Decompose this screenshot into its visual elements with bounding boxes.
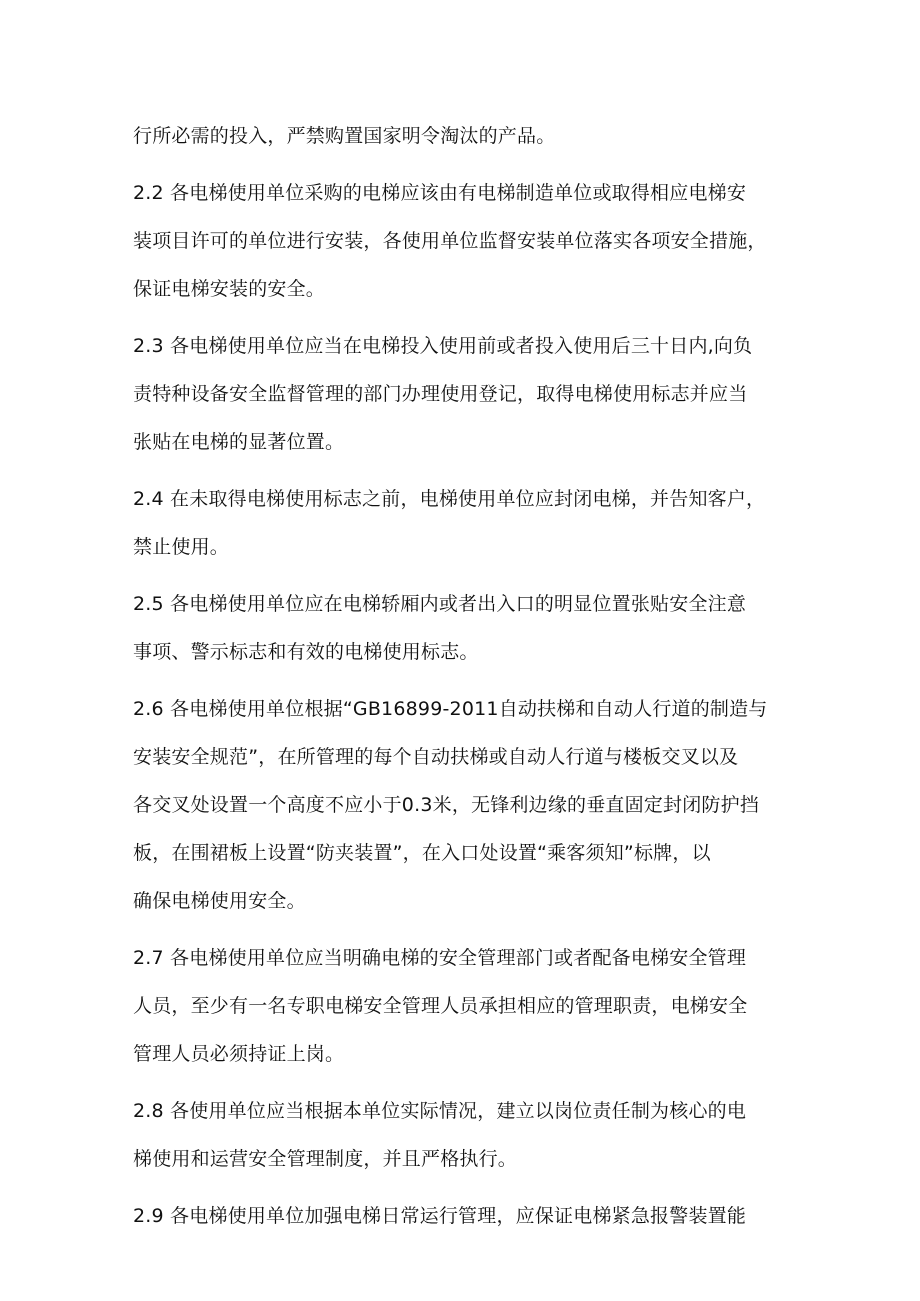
text-line: 2.6 各电梯使用单位根据“GB16899-2011自动扶梯和自动人行道的制造与 [133,698,768,720]
text-line: 禁止使用。 [133,536,230,558]
text-line: 各交叉处设置一个高度不应小于0.3米，无锋利边缘的垂直固定封闭防护挡 [133,794,760,816]
text-line: 2.2 各电梯使用单位采购的电梯应该由有电梯制造单位或取得相应电梯安 [133,182,747,204]
text-line: 2.4 在未取得电梯使用标志之前，电梯使用单位应封闭电梯，并告知客户， [133,488,766,510]
text-line: 2.7 各电梯使用单位应当明确电梯的安全管理部门或者配备电梯安全管理 [133,947,747,969]
text-line: 保证电梯安装的安全。 [133,278,326,300]
paragraph-2-2 [133,169,803,313]
document-body [133,112,803,1240]
text-line: 人员，至少有一名专职电梯安全管理人员承担相应的管理职责，电梯安全 [133,995,748,1017]
text-line: 事项、警示标志和有效的电梯使用标志。 [133,641,479,663]
text-line: 行所必需的投入，严禁购置国家明令淘汰的产品。 [133,125,556,147]
text-line: 装项目许可的单位进行安装，各使用单位监督安装单位落实各项安全措施， [133,230,767,252]
text-line: 责特种设备安全监督管理的部门办理使用登记，取得电梯使用标志并应当 [133,383,748,405]
paragraph-2-5 [133,580,803,676]
text-line: 板，在围裙板上设置“防夹装置”，在入口处设置“乘客须知”标牌，以 [133,842,711,864]
paragraph-intro-continuation [133,112,803,160]
text-line: 2.9 各电梯使用单位加强电梯日常运行管理，应保证电梯紧急报警装置能 [133,1205,747,1227]
paragraph-2-7 [133,934,803,1078]
text-line: 安装安全规范”，在所管理的每个自动扶梯或自动人行道与楼板交叉以及 [133,746,739,768]
text-line: 2.8 各使用单位应当根据本单位实际情况，建立以岗位责任制为核心的电 [133,1100,747,1122]
paragraph-2-6 [133,685,803,925]
paragraph-2-8 [133,1087,803,1183]
text-line: 确保电梯使用安全。 [133,890,306,912]
text-line: 2.3 各电梯使用单位应当在电梯投入使用前或者投入使用后三十日内,向负 [133,335,753,357]
text-line: 管理人员必须持证上岗。 [133,1043,345,1065]
text-line: 梯使用和运营安全管理制度，并且严格执行。 [133,1148,518,1170]
paragraph-2-9 [133,1192,803,1240]
text-line: 2.5 各电梯使用单位应在电梯轿厢内或者出入口的明显位置张贴安全注意 [133,593,747,615]
text-line: 张贴在电梯的显著位置。 [133,431,345,453]
paragraph-2-4 [133,475,803,571]
paragraph-2-3 [133,322,803,466]
